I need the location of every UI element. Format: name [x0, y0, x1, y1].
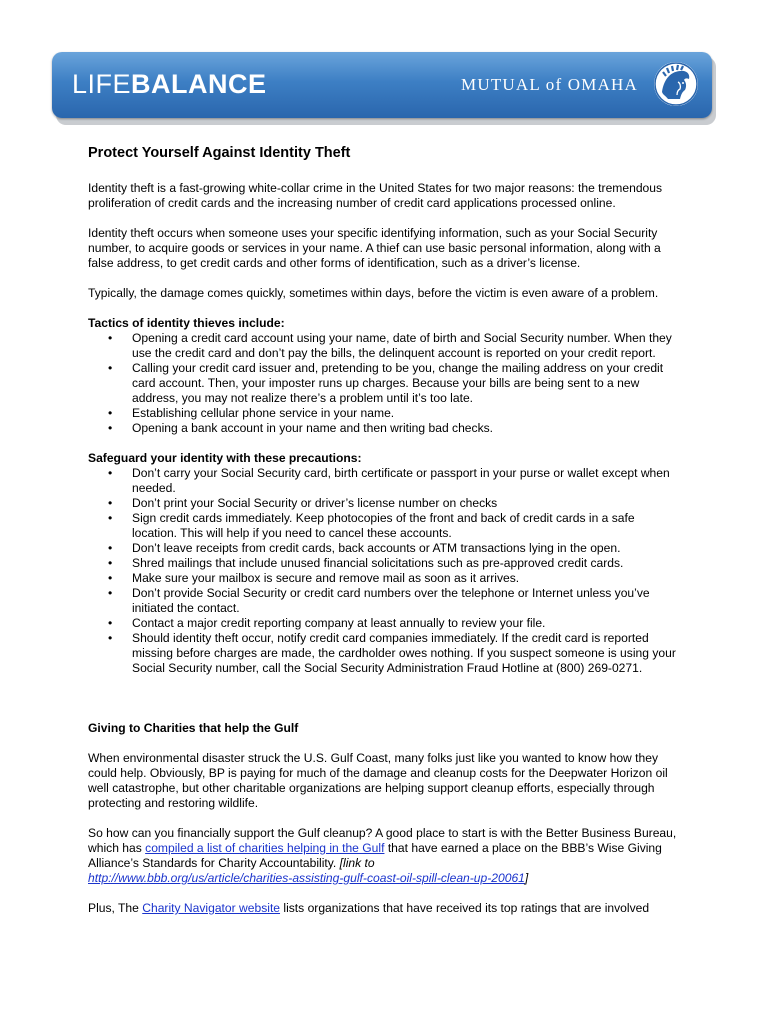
bullet-icon: • [108, 331, 113, 345]
bullet-icon: • [108, 406, 113, 420]
charities-list-link[interactable]: compiled a list of charities helping in the Gulf [145, 841, 385, 855]
list-item: • Don’t leave receipts from credit cards, back accounts or ATM transactions lying in the open. [108, 541, 621, 555]
bullet-icon: • [108, 556, 113, 570]
link-note: [link to [339, 856, 375, 870]
bullet-icon: • [108, 511, 113, 525]
list-item: • Opening a bank account in your name and then writing bad checks. [108, 421, 494, 435]
tactics-heading: Tactics of identity thieves include: [88, 316, 285, 330]
gulf-heading: Giving to Charities that help the Gulf [88, 721, 299, 735]
bullet-icon: • [108, 631, 113, 645]
page-title: Protect Yourself Against Identity Theft [88, 145, 351, 161]
list-item: • Don’t provide Social Security or credit card numbers over the telephone or Internet unless you’ve initiated the contact. [108, 586, 650, 615]
article [88, 145, 678, 931]
tactics-list [88, 331, 678, 436]
list-item: • Contact a major credit reporting company at least annually to review your file. [108, 616, 546, 630]
paragraph: Typically, the damage comes quickly, sometimes within days, before the victim is even aware of a problem. [88, 286, 659, 300]
list-item: • Shred mailings that include unused financial solicitations such as pre-approved credit cards. [108, 556, 624, 570]
bullet-icon: • [108, 361, 113, 375]
bullet-icon: • [108, 586, 113, 600]
company-name: MUTUAL of OMAHA [461, 75, 638, 94]
list-item: • Should identity theft occur, notify credit card companies immediately. If the credit card is reported missing before charges are made, the cardholder owes nothing. If you suspect someone is using your Social Security number, call the Social Security Administration Fraud Hotline at (800) 269-0271. [108, 631, 676, 675]
safeguard-heading: Safeguard your identity with these precautions: [88, 451, 362, 465]
spacer [88, 691, 678, 721]
header-banner [52, 52, 712, 118]
mutual-of-omaha-logo-icon [654, 62, 698, 106]
list-item: • Make sure your mailbox is secure and remove mail as soon as it arrives. [108, 571, 520, 585]
list-item: • Opening a credit card account using your name, date of birth and Social Security number. When they use the credit card and don’t pay the bills, the delinquent account is reported on your credit report. [108, 331, 672, 360]
charity-navigator-link[interactable]: Charity Navigator website [142, 901, 281, 915]
paragraph: Identity theft occurs when someone uses your specific identifying information, such as your Social Security number, to acquire goods or services in your name. A thief can use basic personal information, along with a false address, to get credit cards and other forms of identification, such as a driver’s license. [88, 226, 661, 270]
bullet-icon: • [108, 466, 113, 480]
bullet-icon: • [108, 571, 113, 585]
list-item: • Don’t print your Social Security or driver’s license number on checks [108, 496, 498, 510]
list-item: • Don’t carry your Social Security card, birth certificate or passport in your purse or wallet except when needed. [108, 466, 670, 495]
bbb-url-link[interactable]: http://www.bbb.org/us/article/charities-assisting-gulf-coast-oil-spill-clean-up-20061 [88, 871, 525, 885]
list-item: • Calling your credit card issuer and, pretending to be you, change the mailing address on your credit card account. Then, your imposter runs up charges. Because your bills are being sent to a new address, you may not realize there’s a problem until it’s too late. [108, 361, 664, 405]
bullet-icon: • [108, 421, 113, 435]
list-item: • Establishing cellular phone service in your name. [108, 406, 395, 420]
safeguard-list [88, 466, 678, 676]
list-item: • Sign credit cards immediately. Keep photocopies of the front and back of credit cards in a safe location. This will help if you need to cancel these accounts. [108, 511, 635, 540]
lifebalance-wordmark: LIFEBALANCE [72, 69, 267, 99]
bullet-icon: • [108, 496, 113, 510]
bullet-icon: • [108, 541, 113, 555]
paragraph: When environmental disaster struck the U.S. Gulf Coast, many folks just like you wanted to know how they could help. Obviously, BP is paying for much of the damage and cleanup costs for the Deepwater Horizon oil well catastrophe, but other charitable organizations are helping support cleanup efforts, especially through protecting and restoring wildlife. [88, 751, 668, 810]
paragraph: Plus, The Charity Navigator website lists organizations that have received its top ratings that are involved [88, 901, 650, 915]
paragraph: Identity theft is a fast-growing white-collar crime in the United States for two major reasons: the tremendous proliferation of credit cards and the increasing number of credit card applications processed online. [88, 181, 663, 210]
paragraph: So how can you financially support the Gulf cleanup? A good place to start is with the Better Business Bureau, which has compiled a list of charities helping in the Gulf that have earned a place on the BBB’s Wise Giving Alliance’s Standards for Charity Accountability. [link to http://www.bbb.org/us/article/charities-assisting-gulf-coast-oil-spill-clean-up-20061] [88, 826, 677, 885]
bullet-icon: • [108, 616, 113, 630]
